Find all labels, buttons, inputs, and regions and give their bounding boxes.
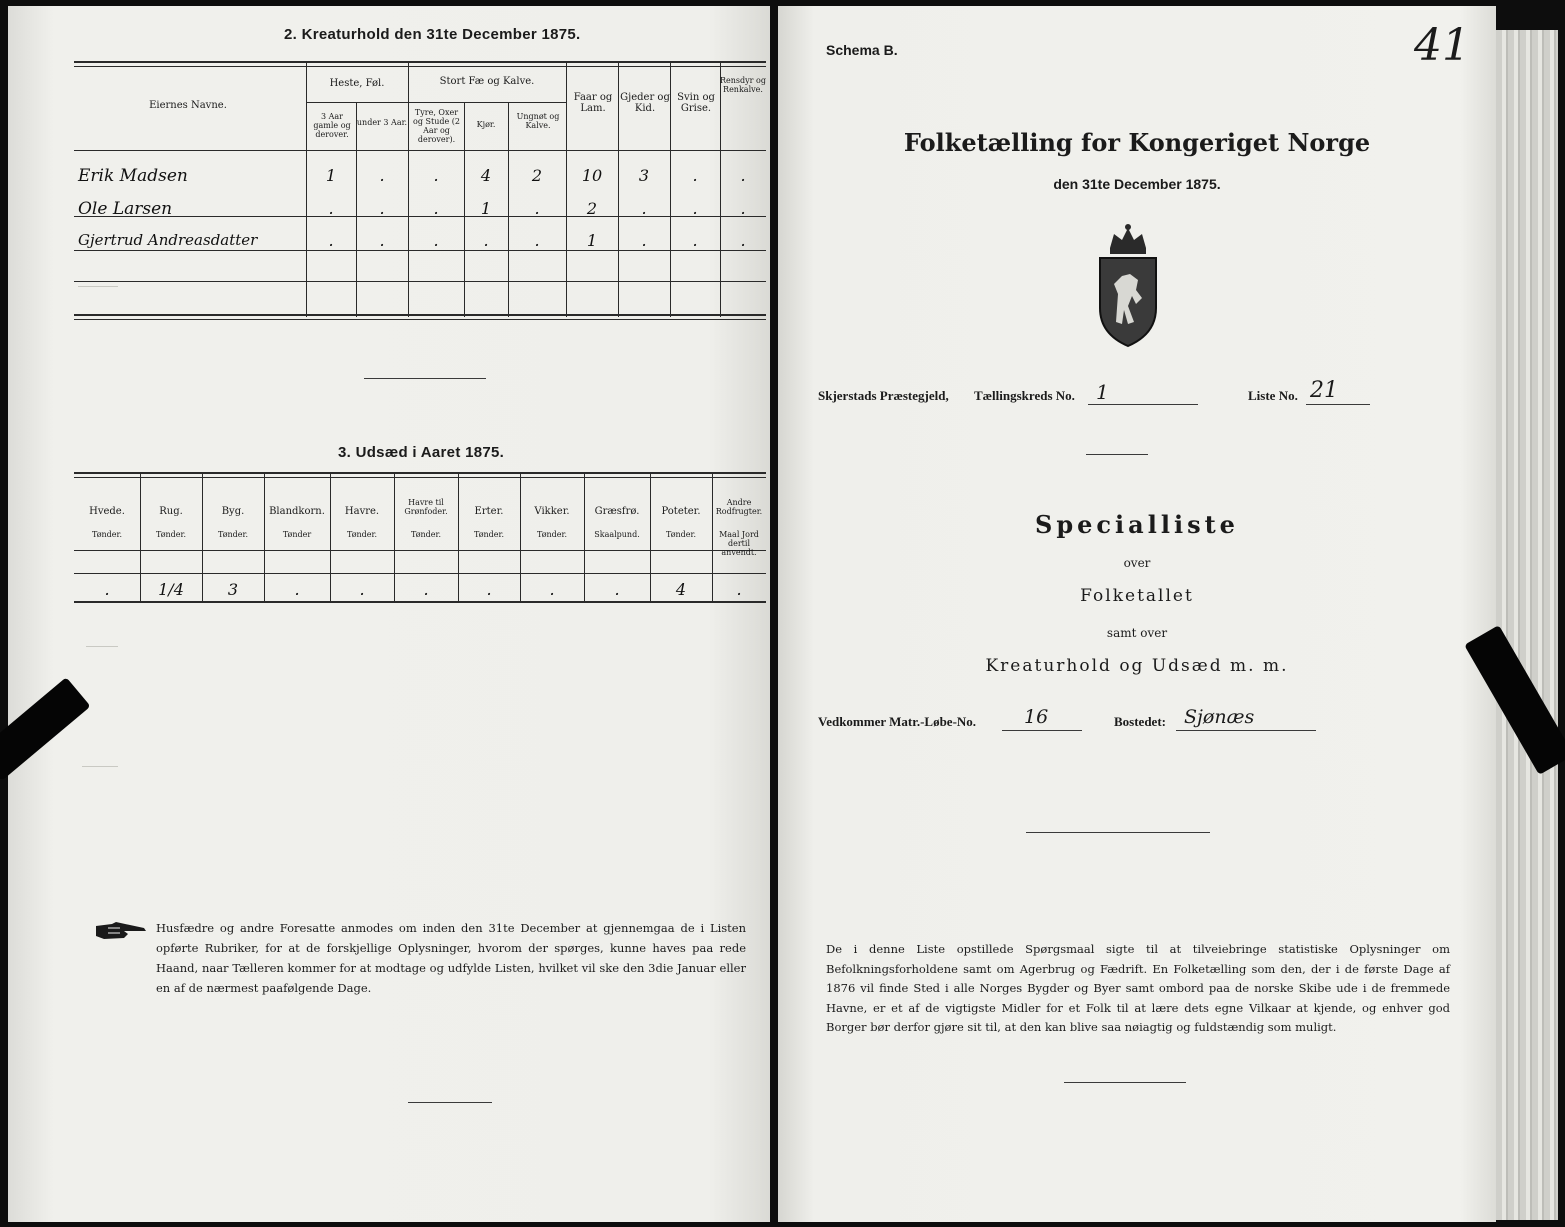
divider: [1026, 832, 1210, 833]
sowing-unit: Tønder.: [665, 530, 697, 539]
sowing-header: Andre Rodfrugter.: [715, 498, 763, 516]
sowing-value: 4: [675, 580, 687, 599]
sowing-header: Hvede.: [89, 506, 125, 517]
footer-divider: [408, 1102, 492, 1103]
value-cell: .: [740, 231, 746, 250]
district-underline: [1088, 404, 1198, 405]
sowing-unit: Tønder.: [155, 530, 187, 539]
kreaturhold-text: Kreaturhold og Udsæd m. m.: [985, 656, 1289, 676]
value-cell: 2: [531, 166, 543, 185]
sowing-unit: Tønder.: [410, 530, 442, 539]
sowing-unit: Tønder.: [536, 530, 568, 539]
parish-label: Skjerstads Præstegjeld,: [818, 388, 949, 403]
sowing-value: 1/4: [158, 580, 184, 599]
goats-header: Gjeder og Kid.: [620, 92, 670, 114]
matr-underline: [1002, 730, 1082, 731]
bostedet-underline: [1176, 730, 1316, 731]
sowing-header: Erter.: [474, 506, 504, 517]
matr-value: 16: [1024, 706, 1049, 728]
young-cattle-header: Ungnøt og Kalve.: [516, 112, 560, 130]
value-cell: .: [534, 231, 540, 250]
value-cell: .: [692, 231, 698, 250]
main-title: Folketælling for Kongeriget Norge: [903, 128, 1371, 157]
section2-title: 2. Kreaturhold den 31te December 1875.: [284, 26, 581, 43]
instructions-text: Husfædre og andre Foresatte anmodes om inden den 31te December at gjennemgaa de i Listen opførte Rubriker, for at de forskjellige Oplysninger, hvorom der spørges, kunne haves paa rede Haand, naar Tælleren kommer for at modtage og udfylde Listen, hvilket vil ske den 3die Januar eller en af de nærmest paafølgende Dage.: [156, 921, 746, 995]
owner-name: Ole Larsen: [78, 199, 173, 219]
list-underline: [1306, 404, 1370, 405]
sowing-header: Blandkorn.: [269, 506, 325, 517]
schema-label: Schema B.: [826, 42, 898, 58]
value-cell: 1: [480, 199, 492, 218]
horses-under-3-header: under 3 Aar.: [356, 118, 408, 127]
sowing-unit: Skaalpund.: [594, 530, 640, 539]
value-cell: 2: [586, 199, 598, 218]
section3-title: 3. Udsæd i Aaret 1875.: [338, 444, 505, 461]
value-cell: .: [534, 199, 540, 218]
sowing-value: .: [736, 580, 742, 599]
reindeer-header: Rensdyr og Renkalve.: [720, 76, 766, 94]
sowing-header: Havre til Grønfoder.: [404, 498, 448, 516]
bulls-header: Tyre, Oxer og Stude (2 Aar og derover).: [413, 108, 460, 144]
sowing-value: .: [294, 580, 300, 599]
value-cell: .: [641, 199, 647, 218]
page-edges: [1496, 30, 1558, 1220]
value-cell: .: [692, 199, 698, 218]
sowing-header: Rug.: [159, 506, 183, 517]
sowing-unit: Tønder.: [473, 530, 505, 539]
matr-label: Vedkommer Matr.-Løbe-No.: [818, 714, 977, 729]
sowing-header: Græsfrø.: [594, 506, 640, 517]
value-cell: .: [328, 231, 334, 250]
value-cell: .: [433, 166, 439, 185]
owner-header: Eiernes Navne.: [149, 100, 227, 111]
value-cell: 10: [581, 166, 603, 185]
value-cell: .: [379, 199, 385, 218]
folketallet-text: Folketallet: [1080, 586, 1194, 606]
bostedet-label: Bostedet:: [1114, 714, 1166, 729]
value-cell: .: [433, 199, 439, 218]
district-label: Tællingskreds No.: [974, 388, 1075, 403]
bostedet-value: Sjønæs: [1184, 706, 1255, 728]
sowing-value: .: [549, 580, 555, 599]
sowing-unit: Maal Jord dertil anvendt.: [719, 530, 759, 557]
divider: [1086, 454, 1148, 455]
sowing-header: Havre.: [344, 506, 380, 517]
horses-3-over-header: 3 Aar gamle og derover.: [313, 112, 351, 139]
owner-name: Gjertrud Andreasdatter: [78, 231, 258, 249]
horses-header: Heste, Føl.: [329, 78, 385, 89]
sowing-value: .: [104, 580, 110, 599]
value-cell: 4: [480, 166, 492, 185]
footer-divider: [1064, 1082, 1186, 1083]
sheep-header: Faar og Lam.: [573, 92, 613, 114]
sowing-value: .: [423, 580, 429, 599]
section-divider: [364, 378, 486, 379]
pointing-hand-icon: [94, 920, 150, 942]
cows-header: Kjør.: [476, 120, 496, 129]
sowing-unit: Tønder.: [217, 530, 249, 539]
sowing-value: .: [614, 580, 620, 599]
sowing-value: .: [486, 580, 492, 599]
sowing-header: Poteter.: [661, 506, 701, 517]
value-cell: .: [740, 199, 746, 218]
value-cell: .: [433, 231, 439, 250]
value-cell: 1: [586, 231, 598, 250]
value-cell: .: [328, 199, 334, 218]
value-cell: .: [740, 166, 746, 185]
list-value: 21: [1310, 378, 1338, 403]
list-label: Liste No.: [1248, 388, 1298, 403]
owner-name: Erik Madsen: [78, 166, 188, 186]
value-cell: .: [641, 231, 647, 250]
samt-over-text: samt over: [1106, 626, 1168, 640]
sowing-unit: Tønder.: [346, 530, 378, 539]
sowing-value: .: [359, 580, 365, 599]
page-number: 41: [1414, 20, 1470, 71]
sowing-unit: Tønder: [282, 530, 312, 539]
value-cell: .: [379, 231, 385, 250]
census-note-text: De i denne Liste opstillede Spørgsmaal sigte til at tilveiebringe statistiske Oplysninger om Befolkningsforholdene samt om Agerbrug og Fædrift. En Folketælling som den, der i de første Dage af 1876 vil finde Sted i alle Norges Bygder og Byer samt ombord paa de norske Skibe ude i de fremmede Havne, er et af de vigtigste Midler for et Folk til at lære dets egne Vilkaar at kjende, og enhver god Borger bør derfor gjøre sit til, at den kan blive saa nøiagtig og fuldstændig som muligt.: [826, 942, 1450, 1034]
right-page: [778, 6, 1496, 1222]
left-page: [8, 6, 770, 1222]
value-cell: 3: [638, 166, 650, 185]
value-cell: .: [379, 166, 385, 185]
sowing-header: Vikker.: [534, 506, 570, 517]
value-cell: 1: [325, 166, 337, 185]
value-cell: .: [483, 231, 489, 250]
specialliste-title: Specialliste: [1035, 510, 1239, 539]
date-line: den 31te December 1875.: [1053, 176, 1221, 192]
cattle-header: Stort Fæ og Kalve.: [439, 76, 535, 87]
coat-of-arms-icon: [1092, 224, 1164, 348]
sowing-unit: Tønder.: [91, 530, 123, 539]
sowing-header: Byg.: [221, 506, 245, 517]
over-text: over: [1123, 556, 1151, 570]
pigs-header: Svin og Grise.: [677, 92, 715, 114]
value-cell: .: [692, 166, 698, 185]
district-value: 1: [1096, 380, 1109, 404]
sowing-value: 3: [227, 580, 239, 599]
